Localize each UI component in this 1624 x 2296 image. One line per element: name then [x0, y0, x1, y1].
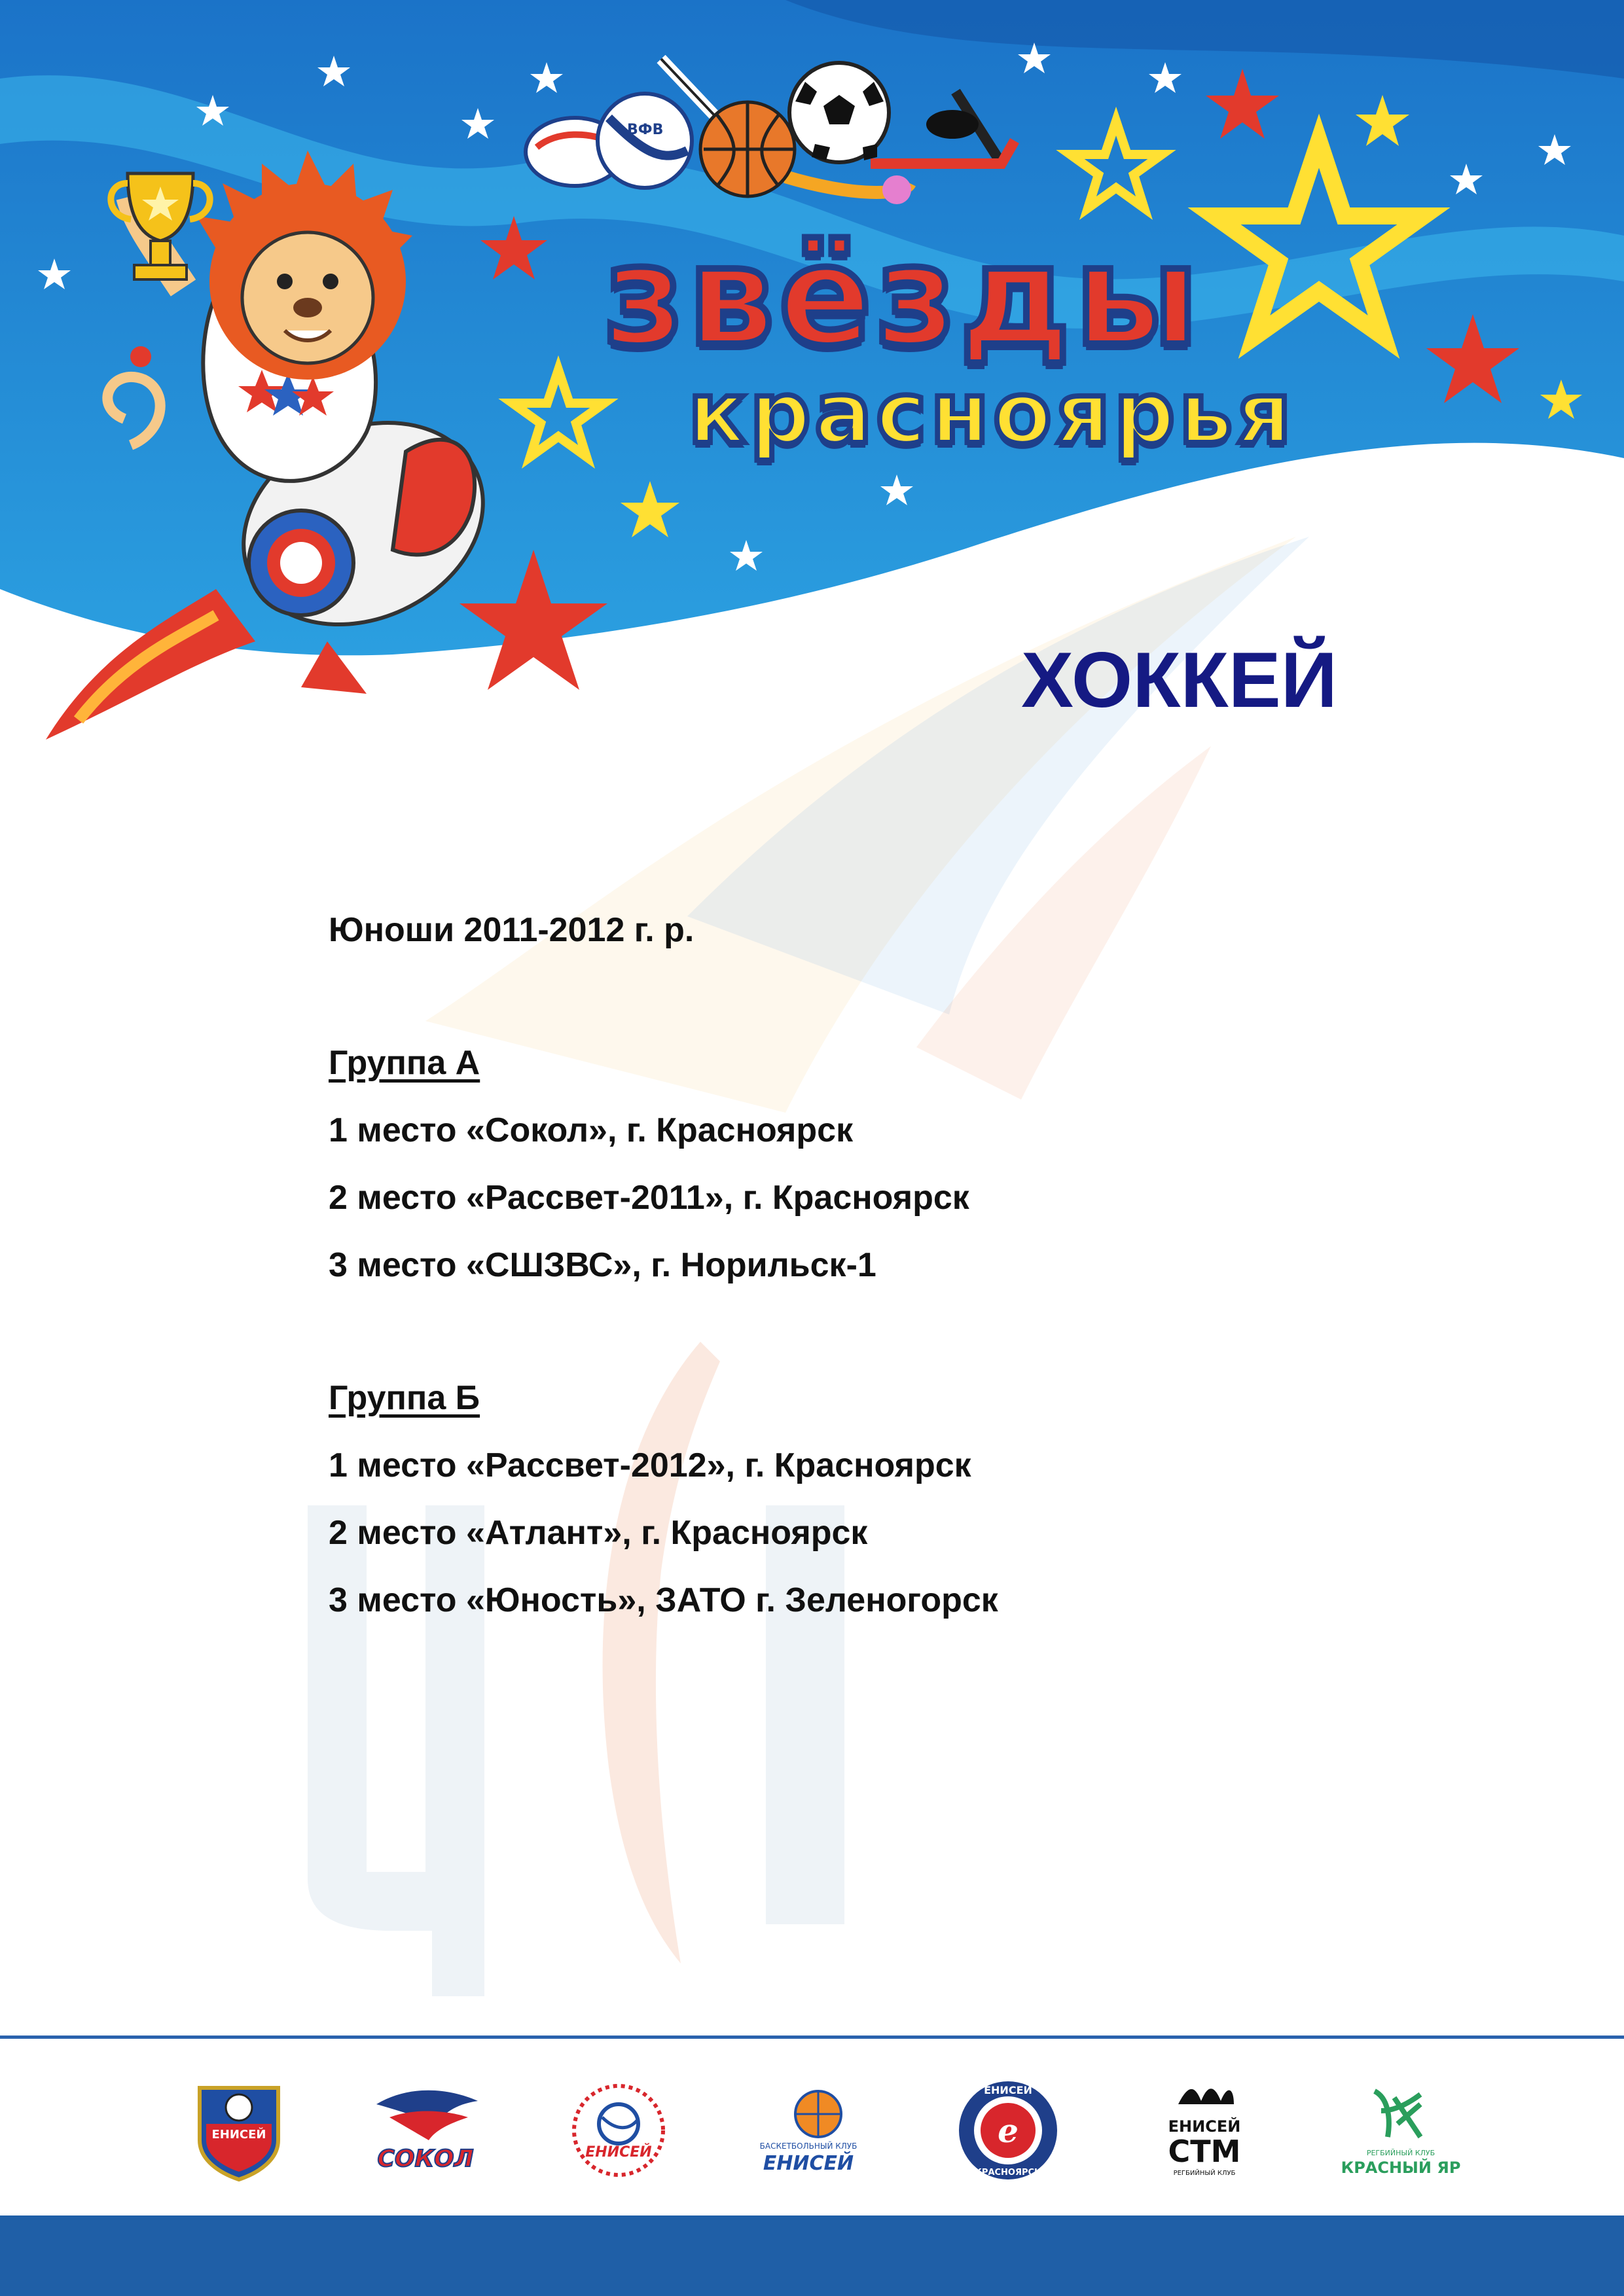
yenisey-football-logo: [187, 2078, 291, 2183]
yenisey-basketball-logo: [756, 2078, 861, 2183]
svg-text:РЕГБИЙНЫЙ КЛУБ: РЕГБИЙНЫЙ КЛУБ: [1173, 2170, 1236, 2177]
banner-title-line2: красноярья: [688, 363, 1295, 463]
group-title: Группа Б: [329, 1379, 480, 1417]
place-entry: 3 место «СШЗВС», г. Норильск-1: [329, 1246, 876, 1284]
svg-text:ЕНИСЕЙ: ЕНИСЕЙ: [763, 2152, 854, 2175]
svg-text:БАСКЕТБОЛЬНЫЙ КЛУБ: БАСКЕТБОЛЬНЫЙ КЛУБ: [759, 2142, 857, 2151]
place-entry: 2 место «Рассвет-2011», г. Красноярск: [329, 1179, 969, 1217]
yenisey-volleyball-logo: [566, 2078, 671, 2183]
yenisey-hockey-logo: [956, 2078, 1060, 2183]
svg-text:СОКОЛ: СОКОЛ: [377, 2145, 474, 2172]
svg-text:ЕНИСЕЙ: ЕНИСЕЙ: [984, 2084, 1032, 2096]
place-entry: 1 место «Рассвет-2012», г. Красноярск: [329, 1446, 971, 1484]
svg-text:СТМ: СТМ: [1168, 2134, 1241, 2169]
footer-band: [0, 2215, 1624, 2296]
svg-text:ЕНИСЕЙ: ЕНИСЕЙ: [211, 2128, 266, 2142]
svg-text:КРАСНОЯРСК: КРАСНОЯРСК: [975, 2168, 1041, 2178]
svg-text:е: е: [998, 2111, 1019, 2150]
sport-heading: ХОККЕЙ: [1021, 636, 1338, 724]
results-section: [329, 897, 1441, 1700]
place-entry: 3 место «Юность», ЗАТО г. Зеленогорск: [329, 1581, 998, 1619]
group-b: [329, 1365, 1441, 1634]
svg-text:ЕНИСЕЙ: ЕНИСЕЙ: [585, 2144, 652, 2161]
svg-text:РЕГБИЙНЫЙ КЛУБ: РЕГБИЙНЫЙ КЛУБ: [1366, 2149, 1435, 2157]
svg-text:ВФВ: ВФВ: [627, 122, 664, 138]
group-title: Группа А: [329, 1044, 480, 1082]
sokol-logo: [370, 2078, 481, 2183]
svg-text:ЕНИСЕЙ: ЕНИСЕЙ: [1168, 2117, 1241, 2136]
banner-title-line1: звёзды: [604, 216, 1203, 376]
yenisey-stm-logo: [1152, 2078, 1257, 2183]
footer-divider: [0, 2036, 1624, 2039]
place-entry: 1 место «Сокол», г. Красноярск: [329, 1111, 854, 1149]
place-entry: 2 место «Атлант», г. Красноярск: [329, 1514, 868, 1552]
age-category: Юноши 2011-2012 г. р.: [329, 911, 695, 949]
krasny-yar-logo: [1341, 2078, 1461, 2183]
svg-text:КРАСНЫЙ ЯР: КРАСНЫЙ ЯР: [1341, 2159, 1461, 2177]
group-a: [329, 1030, 1441, 1299]
